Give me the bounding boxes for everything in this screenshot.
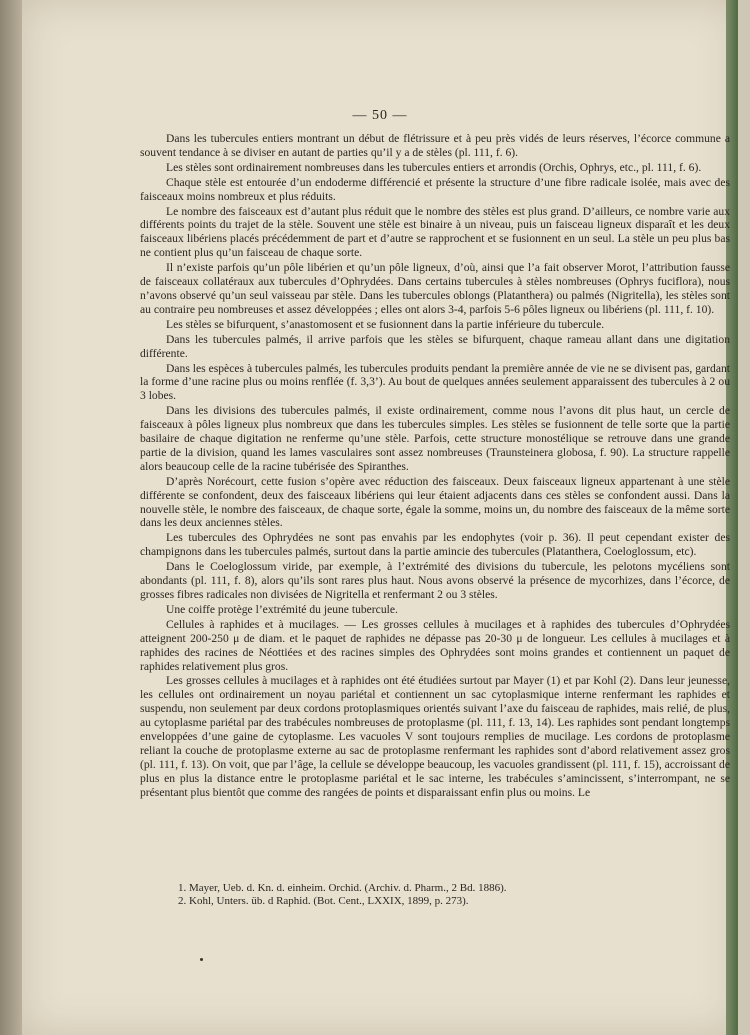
paragraph: D’après Norécourt, cette fusion s’opère avec réduction des faisceaux. Deux faisceaux ligneux appartenant à une stèle différente se confondent, deux des faisceaux libériens qui leur étaient adjacents dans ces stèles se confondent aussi. Dans la nouvelle stèle, le nombre des faisceaux, de chaque sorte, égale la somme, moins un, du nombre des faisceaux de la même sorte dans les deux anciennes stèles. bbox=[140, 474, 730, 530]
ink-speck bbox=[200, 958, 203, 961]
book-page bbox=[22, 0, 738, 1035]
page-number: — 50 — bbox=[352, 108, 408, 123]
paragraph: Dans les tubercules entiers montrant un début de flétrissure et à peu près vidés de leurs réserves, l’écorce commune a souvent tendance à se diviser en autant de parties qu’il y a de stèles (pl. 111, f. 6). bbox=[140, 132, 730, 159]
paragraph: Cellules à raphides et à mucilages. — Les grosses cellules à mucilages et à raphides des tubercules d’Ophrydées atteignent 200-250 μ de diam. et le paquet de raphides ne dépasse pas 20-30 μ de longueur. Les cellules à mucilages et à raphides des racines de Néottiées et des racines simples des Ophrydées sont moins grandes et contiennent un paquet de raphides relativement plus gros. bbox=[140, 617, 730, 673]
footnotes bbox=[178, 882, 618, 908]
book-spine bbox=[0, 0, 22, 1035]
paragraph: Dans le Coeloglossum viride, par exemple, à l’extrémité des divisions du tubercule, les pelotons mycéliens sont abondants (pl. 111, f. 8), alors qu’ils sont rares plus haut. Nous avons observé la présence de mycorhizes, dans l’écorce, de grosses fibres radicales non divisées de Nigritella et renfermant 2 ou 3 stèles. bbox=[140, 560, 730, 601]
footnote: 2. Kohl, Unters. üb. d Raphid. (Bot. Cent., LXXIX, 1899, p. 273). bbox=[178, 895, 469, 907]
paragraph: Une coiffe protège l’extrémité du jeune tubercule. bbox=[166, 602, 398, 616]
paragraph: Dans les divisions des tubercules palmés, il existe ordinairement, comme nous l’avons dit plus haut, un cercle de faisceaux à pôles ligneux plus nombreux que dans les tubercules simples. Les stèles se fusionnent de telle sorte que la partie basilaire de chaque digitation ne renferme qu’une stèle. Parfois, cette structure monostélique se retrouve dans une grande partie de la division, quand les lames vasculaires sont assez nombreuses (Traunsteinera globosa, f. 90). La structure rappelle alors beaucoup celle de la racine tubérisée des Spiranthes. bbox=[140, 404, 730, 473]
paragraph: Les stèles sont ordinairement nombreuses dans les tubercules entiers et arrondis (Orchis, Ophrys, etc., pl. 111, f. 6). bbox=[166, 160, 702, 174]
paragraph: Les grosses cellules à mucilages et à raphides ont été étudiées surtout par Mayer (1) et par Kohl (2). Dans leur jeunesse, les cellules ont ordinairement un noyau pariétal et contiennent un sac cytoplasmique interne renfermant les raphides et suspendu, non seulement par deux cordons protoplasmiques orientés suivant l’axe du faisceau de raphides, mais relié, de plus, au cytoplasme pariétal par des trabécules nombreuses de protoplasme (pl. 111, f. 13, 14). Les raphides sont pendant longtemps enveloppées d’une gaine de cytoplasme. Les vacuoles V sont toujours remplies de mucilage. Les cordons de protoplasme reliant la couche de protoplasme externe au sac de protoplasme renfermant les raphides sont d’abord relativement assez gros (pl. 111, f. 13). On voit, que par l’âge, la cellule se développe beaucoup, les vacuoles grandissent (pl. 111, f. 15), accroissant de plus en plus la distance entre le protoplasme pariétal et le sac interne, les trabécules s’amincissent, s’interrompant, ne se présentant plus bientôt que comme des rangées de points et disparaissant enfin plus ou moins. Le bbox=[140, 674, 730, 799]
paragraph: Il n’existe parfois qu’un pôle libérien et qu’un pôle ligneux, d’où, ainsi que l’a fait observer Morot, l’attribution fausse de faisceaux collatéraux aux tubercules d’Ophrydées. Dans certains tubercules à stèles nombreuses (Ophrys fuciflora), nous n’avons observé qu’un seul vaisseau par stèle. Dans les tubercules oblongs (Platanthera) ou palmés (Nigritella), les stèles sont au contraire peu nombreuses et assez développées ; elles ont alors 3-4, parfois 5-6 pôles ligneux ou libériens (pl. 111, f. 10). bbox=[140, 261, 730, 316]
paragraph: Chaque stèle est entourée d’un endoderme différencié et présente la structure d’une fibre radicale isolée, mais avec des faisceaux moins nombreux et plus réduits. bbox=[140, 175, 730, 203]
paragraph: Les tubercules des Ophrydées ne sont pas envahis par les endophytes (voir p. 36). Il peut cependant exister des champignons dans les tubercules palmés, surtout dans la partie amincie des tubercules (Platanthera, Coeloglossum, etc). bbox=[140, 531, 730, 559]
paragraph: Dans les tubercules palmés, il arrive parfois que les stèles se bifurquent, chaque rameau allant dans une digitation différente. bbox=[140, 332, 730, 360]
paragraph: Les stèles se bifurquent, s’anastomosent et se fusionnent dans la partie inférieure du tubercule. bbox=[166, 317, 605, 331]
footnote: 1. Mayer, Ueb. d. Kn. d. einheim. Orchid. (Archiv. d. Pharm., 2 Bd. 1886). bbox=[178, 882, 507, 894]
body-text bbox=[140, 132, 730, 801]
paragraph: Dans les espèces à tubercules palmés, les tubercules produits pendant la première année de vie ne se divisent pas, gardant la forme d’une racine plus ou moins renflée (f. 3,3’). Au bout de quelques années seulement apparaissent des tubercules à 2 ou 3 lobes. bbox=[140, 361, 730, 403]
paragraph: Le nombre des faisceaux est d’autant plus réduit que le nombre des stèles est plus grand. D’ailleurs, ce nombre varie aux différents points du trajet de la stèle. Souvent une stèle est binaire à un niveau, puis un faisceau ligneux disparaît et les deux faisceaux libériens placés précédemment de part et d’autre se rapprochent et se fusionnent en un seul. La stèle un peu plus bas ne contient plus qu’un faisceau de chaque sorte. bbox=[140, 204, 730, 260]
